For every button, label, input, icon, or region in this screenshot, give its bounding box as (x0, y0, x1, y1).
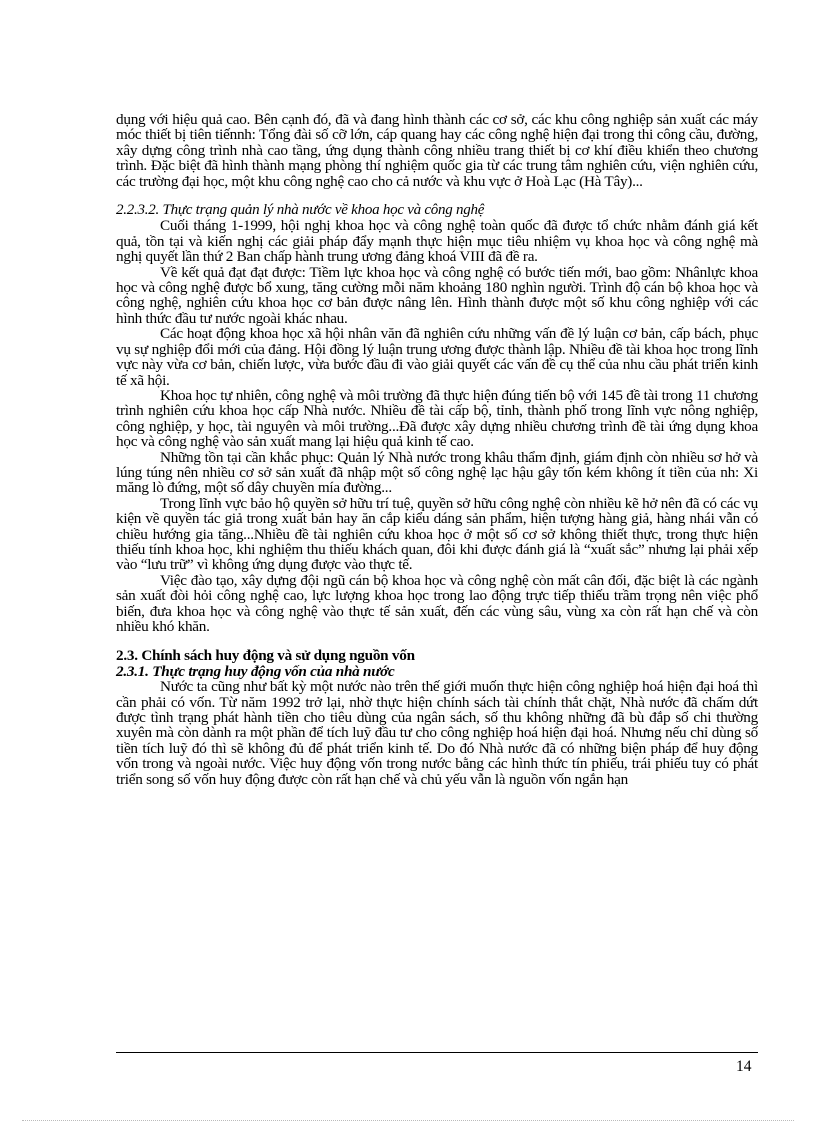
page-number: 14 (736, 1058, 752, 1075)
paragraph-6: Những tồn tại cần khắc phục: Quản lý Nhà nước trong khâu thẩm định, giám định còn nhiều sơ hở và lúng túng nên nhiều cơ sở sản xuất đã nhập một số công nghệ lạc hậu gây tốn kém không ít tiền của nh: Xi măng lò đứng, một số dây chuyền mía đường... (116, 448, 758, 497)
paragraph-4: Các hoạt động khoa học xã hội nhân văn đã nghiên cứu những vấn đề lý luận cơ bản, cấp bách, phục vụ sự nghiệp đổi mới của đảng. Hội đồng lý luận trung ương được thành lập. Nhiều đề tài khoa học trong lĩnh vực này vừa cơ bản, chiến lược, vừa bước đầu đi vào giải quyết các vấn đề cụ thể của nhu cầu phát triển kinh tế xã hội. (116, 325, 758, 389)
paragraph-1: dụng với hiệu quả cao. Bên cạnh đó, đã và đang hình thành các cơ sở, các khu công nghiệp sản xuất các máy móc thiết bị tiên tiếnnh: Tổng đài số cỡ lớn, cáp quang hay các công nghệ hiện đại trong thi công cầu, đường, xây dựng công trình nhà cao tầng, ứng dụng thành công nhiều trang thiết bị cơ khí điều khiển theo chương trình. Đặc biệt đã hình thành mạng phòng thí nghiệm quốc gia từ các trung tâm nghiên cứu, viện nghiên cứu, các trường đại học, một khu công nghệ cao cho cả nước và khu vực ở Hoà Lạc (Hà Tây)... (116, 111, 758, 190)
paragraph-8: Việc đào tạo, xây dựng đội ngũ cán bộ khoa học và công nghệ còn mất cân đối, đặc biệt là các ngành sản xuất đòi hỏi công nghệ cao, lực lượng khoa học trong lao động trực tiếp thiếu trầm trọng nên việc phổ biến, đưa khoa học và công nghệ vào thực tế sản xuất, đến các vùng sâu, vùng xa còn rất hạn chế và còn nhiều khó khăn. (116, 571, 758, 635)
footer-rule (116, 1052, 758, 1053)
section-heading-2-2-3-2: 2.2.3.2. Thực trạng quản lý nhà nước về khoa học và công nghệ (116, 202, 485, 219)
page-edge-dotted-line (22, 1120, 794, 1121)
paragraph-2: Cuối tháng 1-1999, hội nghị khoa học và công nghệ toàn quốc đã được tổ chức nhằm đánh giá kết quả, tồn tại và kiến nghị các giải pháp đẩy mạnh thực hiện mục tiêu nhiệm vụ khoa học và công nghệ mà nghị quyết lần thứ 2 Ban chấp hành trung ương đảng khoá VIII đã đề ra. (116, 217, 758, 266)
paragraph-9: Nước ta cũng như bất kỳ một nước nào trên thế giới muốn thực hiện công nghiệp hoá hiện đại hoá thì cần phải có vốn. Từ năm 1992 trở lại, nhờ thực hiện chính sách tài chính thắt chặt, Nhà nước đã chấm dứt được tình trạng phát hành tiền cho tiêu dùng của ngân sách, số thu không những đã bù đắp số chi thường xuyên mà còn dành ra một phần để tích luỹ đầu tư cho công nghiệp hoá hiện đại hoá. Nhưng nếu chỉ dùng số tiền tích luỹ đó thì sẽ không đủ để phát triển kinh tế. Do đó Nhà nước đã có những biện pháp để huy động vốn trong và ngoài nước. Việc huy động vốn trong nước bằng các hình thức tín phiếu, trái phiếu tuy có phát triển song số vốn huy động được còn rất hạn chế và chủ yếu vẫn là nguồn vốn ngắn hạn (116, 678, 758, 788)
paragraph-7: Trong lĩnh vực bảo hộ quyền sở hữu trí tuệ, quyền sở hữu công nghệ còn nhiều kẽ hở nên đã có các vụ kiện về quyền tác giả trong xuất bản hay ăn cắp kiểu dáng sản phẩm, hiện tượng hàng giả, hàng nhái vẫn có chiều hướng gia tăng...Nhiều đề tài nghiên cứu khoa học ở một số cơ sở không thiết thực, trong thực hiện thiếu tính khoa học, khi nghiệm thu thiếu khách quan, đôi khi được đánh giá là “xuất sắc” nhưng lại phải xếp vào “lưu trữ” vì không ứng dụng được vào thực tế. (116, 494, 758, 574)
paragraph-5: Khoa học tự nhiên, công nghệ và môi trường đã thực hiện đúng tiến bộ với 145 đề tài trong 11 chương trình nghiên cứu khoa học cấp Nhà nước. Nhiều đề tài cấp bộ, tỉnh, thành phố trong lĩnh vực nông nghiệp, công nghiệp, y học, tài nguyên và môi trường...Đã được xây dựng nhiều chương trình đề tài ứng dụng khoa học và công nghệ vào sản xuất mang lại hiệu quả kinh tế cao. (116, 386, 758, 451)
section-heading-2-3-1: 2.3.1. Thực trạng huy động vốn của nhà nước (116, 662, 395, 680)
paragraph-3: Về kết quả đạt đạt được: Tiềm lực khoa học và công nghệ có bước tiến mới, bao gồm: Nhânlực khoa học và công nghệ được bổ xung, tăng cường mỗi năm khoảng 180 nghìn người. Trình độ cán bộ khoa học và công nghệ, nghiên cứu khoa học cơ bản được nâng lên. Hình thành được một số khu công nghiệp với các hình thức đầu tư nước ngoài khác nhau. (116, 263, 758, 327)
document-body (116, 112, 758, 787)
section-heading-2-3: 2.3. Chính sách huy động và sử dụng nguồn vốn (116, 647, 415, 665)
